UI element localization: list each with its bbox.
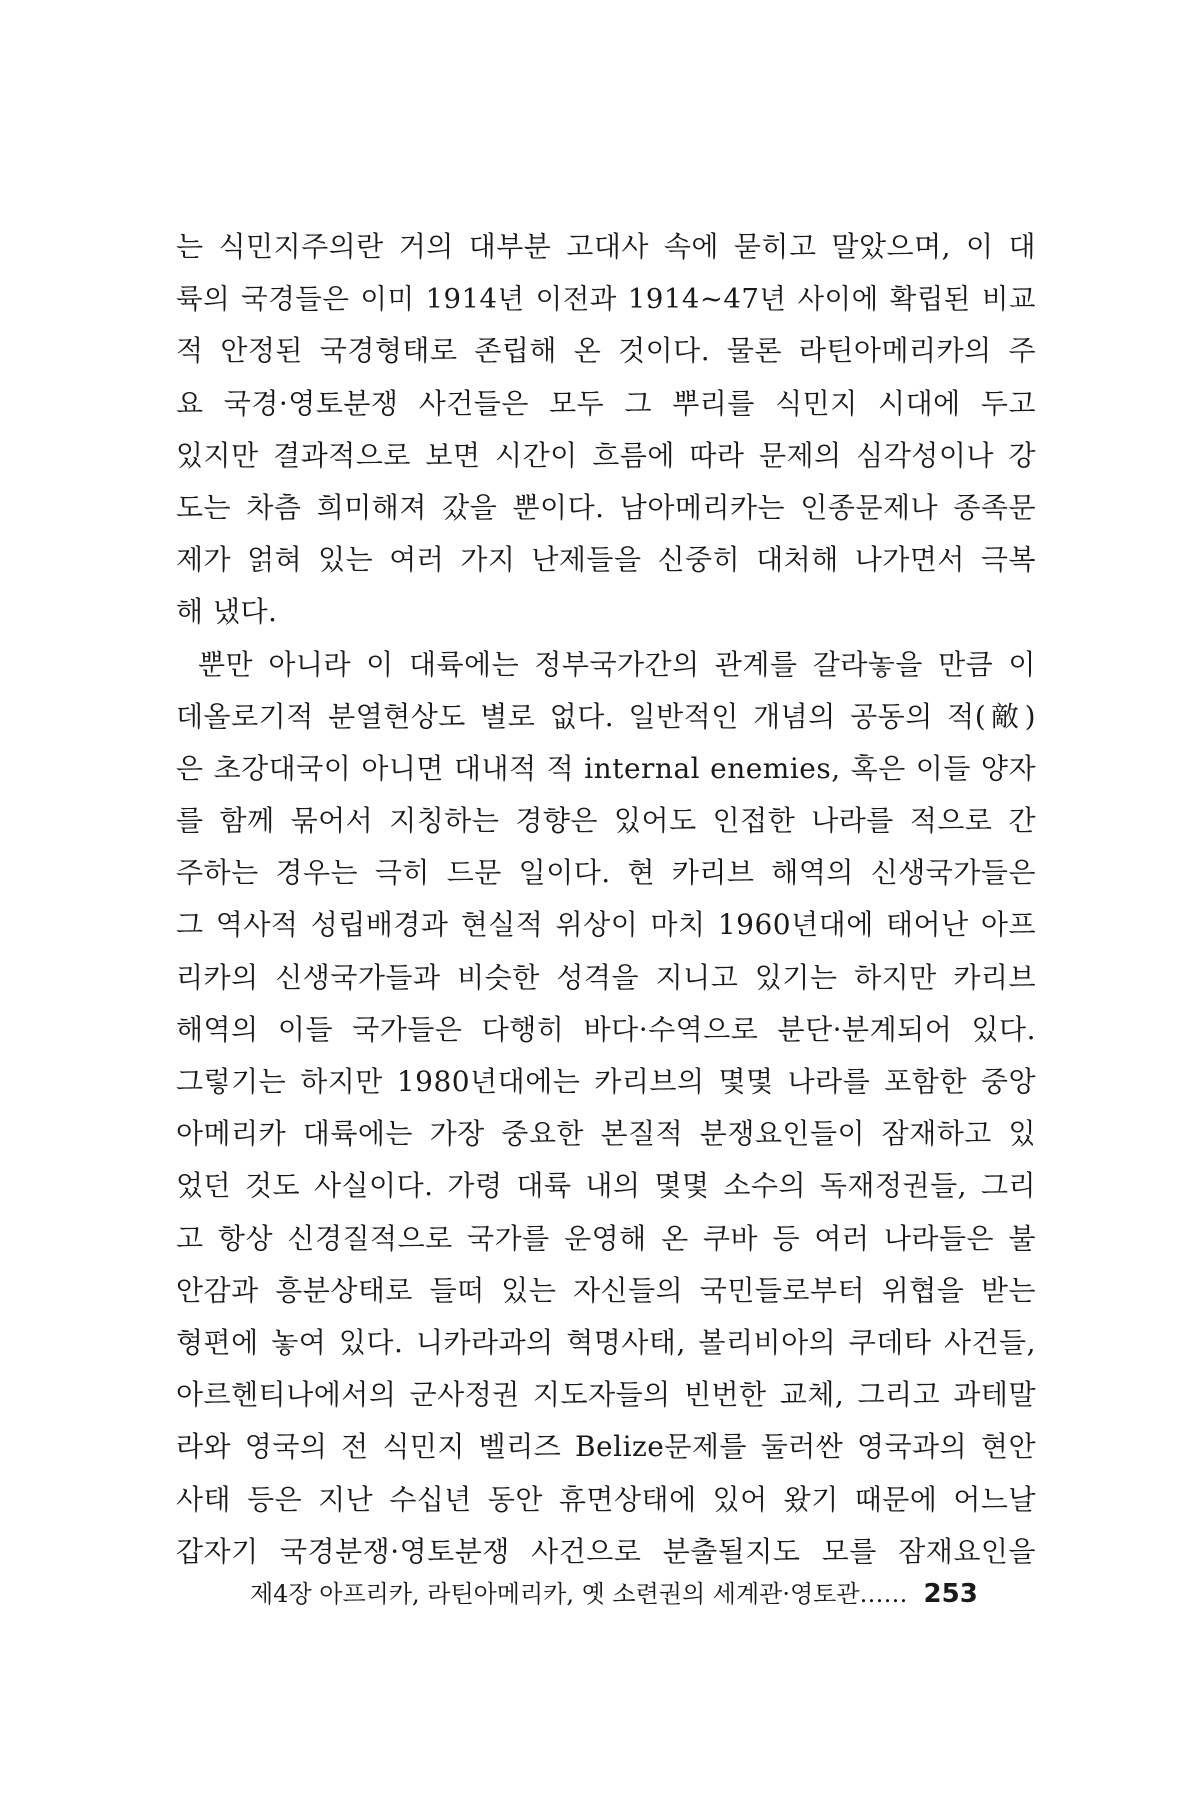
text-line: 주하는 경우는 극히 드문 일이다. 현 카리브 해역의 신생국가들은 <box>176 856 1036 890</box>
text-line: 적 안정된 국경형태로 존립해 온 것이다. 물론 라틴아메리카의 주 <box>176 334 1036 368</box>
text-line: 아메리카 대륙에는 가장 중요한 본질적 분쟁요인들이 잠재하고 있 <box>176 1117 1036 1151</box>
text-line: 아르헨티나에서의 군사정권 지도자들의 빈번한 교체, 그리고 과테말 <box>176 1378 1036 1412</box>
text-line: 리카의 신생국가들과 비슷한 성격을 지니고 있기는 하지만 카리브 <box>176 960 1036 994</box>
text-line: 안감과 흥분상태로 들떠 있는 자신들의 국민들로부터 위협을 받는 <box>176 1273 1036 1307</box>
text-line: 요 국경·영토분쟁 사건들은 모두 그 뿌리를 식민지 시대에 두고 <box>176 386 1036 420</box>
text-line: 해역의 이들 국가들은 다행히 바다·수역으로 분단·분계되어 있다. <box>176 1012 1036 1046</box>
text-line: 었던 것도 사실이다. 가령 대륙 내의 몇몇 소수의 독재정권들, 그리 <box>176 1169 1036 1203</box>
text-line: 그렇기는 하지만 1980년대에는 카리브의 몇몇 나라를 포함한 중앙 <box>176 1065 1036 1098</box>
text-line: 륙의 국경들은 이미 1914년 이전과 1914~47년 사이에 확립된 비교 <box>176 283 1036 316</box>
text-line: 를 함께 묶어서 지칭하는 경향은 있어도 인접한 나라를 적으로 간 <box>176 804 1036 838</box>
text-line: 은 초강대국이 아니면 대내적 적 internal enemies, 혹은 이들 양자 <box>176 751 1036 785</box>
paragraph <box>176 639 1036 1578</box>
text-line: 고 항상 신경질적으로 국가를 운영해 온 쿠바 등 여러 나라들은 불 <box>176 1221 1036 1255</box>
text-line: 있지만 결과적으로 보면 시간이 흐름에 따라 문제의 심각성이나 강 <box>176 438 1036 472</box>
page-number: 253 <box>923 1579 978 1609</box>
text-line: 그 역사적 성립배경과 현실적 위상이 마치 1960년대에 태어난 아프 <box>176 908 1036 942</box>
text-line: 데올로기적 분열현상도 별로 없다. 일반적인 개념의 공동의 적(敵) <box>176 699 1036 733</box>
text-line: 갑자기 국경분쟁·영토분쟁 사건으로 분출될지도 모를 잠재요인을 <box>176 1534 1036 1568</box>
running-head: 제4장 아프리카, 라틴아메리카, 옛 소련권의 세계관·영토관…… <box>250 1580 908 1608</box>
text-line: 도는 차츰 희미해져 갔을 뿐이다. 남아메리카는 인종문제나 종족문 <box>176 490 1036 524</box>
text-line: 뿐만 아니라 이 대륙에는 정부국가간의 관계를 갈라놓을 만큼 이 <box>198 647 1036 681</box>
text-line: 해 냈다. <box>176 595 278 629</box>
page-footer <box>250 1574 1010 1614</box>
body-text <box>176 221 1036 1578</box>
text-line: 형편에 놓여 있다. 니카라과의 혁명사태, 볼리비아의 쿠데타 사건들, <box>176 1325 1036 1359</box>
text-line: 제가 얽혀 있는 여러 가지 난제들을 신중히 대처해 나가면서 극복 <box>176 543 1036 577</box>
text-line: 는 식민지주의란 거의 대부분 고대사 속에 묻히고 말았으며, 이 대 <box>176 230 1036 263</box>
text-line: 라와 영국의 전 식민지 벨리즈 Belize문제를 둘러싼 영국과의 현안 <box>176 1430 1036 1464</box>
paragraph <box>176 221 1036 639</box>
text-line: 사태 등은 지난 수십년 동안 휴면상태에 있어 왔기 때문에 어느날 <box>176 1482 1036 1516</box>
